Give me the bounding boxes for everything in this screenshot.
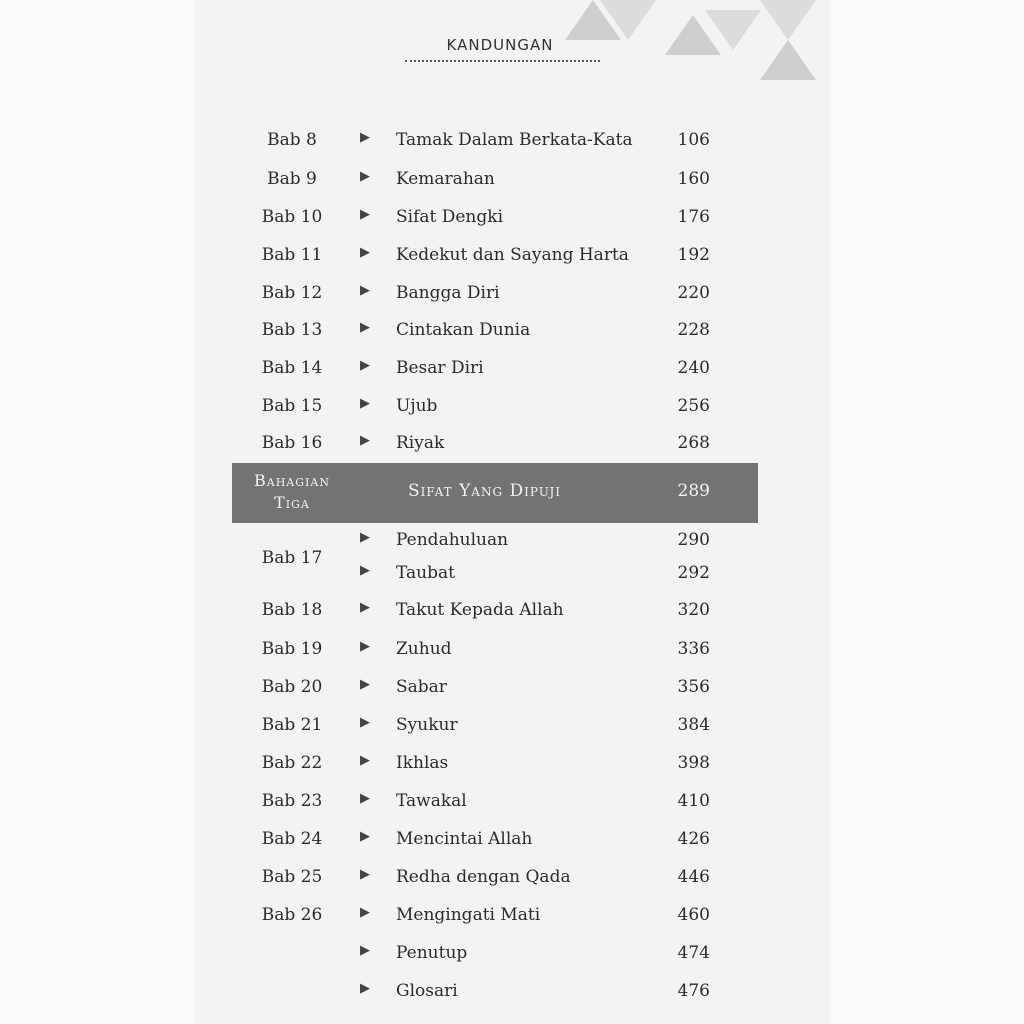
triangle-right-icon: ▶ [360, 639, 370, 654]
triangle-right-icon: ▶ [360, 867, 370, 882]
chapter-number: Bab 8 [267, 130, 317, 150]
toc-row[interactable] [232, 829, 758, 865]
toc-row[interactable] [232, 867, 758, 903]
page-number: 476 [677, 981, 710, 1001]
triangle-right-icon: ▶ [360, 563, 370, 578]
chapter-title: Besar Diri [396, 358, 484, 378]
toc-row[interactable] [232, 320, 758, 356]
page-number: 256 [677, 396, 710, 416]
toc-row[interactable] [232, 169, 758, 205]
chapter-title: Redha dengan Qada [396, 867, 571, 887]
chapter-number: Bab 9 [267, 169, 317, 189]
triangle-right-icon: ▶ [360, 715, 370, 730]
toc-row[interactable] [232, 530, 758, 566]
chapter-number: Bab 20 [261, 677, 323, 697]
chapter-title: Tawakal [396, 791, 467, 811]
page-number: 192 [677, 245, 710, 265]
page-number: 160 [677, 169, 710, 189]
section-label-line1: Bahagian [254, 471, 330, 490]
page-number: 410 [677, 791, 710, 811]
triangle-right-icon: ▶ [360, 943, 370, 958]
chapter-title: Mencintai Allah [396, 829, 533, 849]
chapter-title: Kedekut dan Sayang Harta [396, 245, 629, 265]
toc-row[interactable] [232, 600, 758, 636]
right-margin [830, 0, 1024, 1024]
chapter-number: Bab 23 [261, 791, 323, 811]
toc-row[interactable] [232, 396, 758, 432]
chapter-title: Bangga Diri [396, 283, 500, 303]
decor-triangle-icon [705, 10, 761, 50]
toc-row[interactable] [232, 563, 758, 599]
page-number: 106 [677, 130, 710, 150]
triangle-right-icon: ▶ [360, 677, 370, 692]
chapter-title: Takut Kepada Allah [396, 600, 564, 620]
triangle-right-icon: ▶ [360, 981, 370, 996]
page-title: KANDUNGAN [446, 36, 554, 54]
toc-row[interactable] [232, 639, 758, 675]
chapter-title: Riyak [396, 433, 445, 453]
toc-row[interactable] [232, 943, 758, 979]
chapter-title: Ikhlas [396, 753, 449, 773]
triangle-right-icon: ▶ [360, 358, 370, 373]
triangle-right-icon: ▶ [360, 433, 370, 448]
chapter-title: Penutup [396, 943, 468, 963]
triangle-right-icon: ▶ [360, 207, 370, 222]
decor-triangle-icon [760, 0, 816, 40]
chapter-title: Sabar [396, 677, 447, 697]
chapter-number: Bab 13 [261, 320, 323, 340]
toc-row[interactable] [232, 130, 758, 166]
chapter-title: Cintakan Dunia [396, 320, 531, 340]
chapter-number: Bab 15 [261, 396, 323, 416]
page-number: 228 [677, 320, 710, 340]
chapter-number: Bab 25 [261, 867, 323, 887]
toc-row[interactable] [232, 981, 758, 1017]
page-number: 290 [677, 530, 710, 550]
triangle-right-icon: ▶ [360, 791, 370, 806]
toc-row[interactable] [232, 715, 758, 751]
chapter-title: Pendahuluan [396, 530, 509, 550]
chapter-title: Mengingati Mati [396, 905, 541, 925]
triangle-right-icon: ▶ [360, 396, 370, 411]
toc-row[interactable] [232, 791, 758, 827]
section-banner[interactable] [232, 463, 758, 523]
section-label [232, 470, 352, 514]
triangle-right-icon: ▶ [360, 905, 370, 920]
page-number: 220 [677, 283, 710, 303]
section-title: Sifat Yang Dipuji [408, 481, 562, 501]
triangle-right-icon: ▶ [360, 530, 370, 545]
chapter-title: Zuhud [396, 639, 452, 659]
decor-triangle-icon [600, 0, 656, 40]
page-number: 268 [677, 433, 710, 453]
chapter-number: Bab 26 [261, 905, 323, 925]
page-number: 384 [677, 715, 710, 735]
chapter-number: Bab 14 [261, 358, 323, 378]
toc-row[interactable] [232, 753, 758, 789]
triangle-right-icon: ▶ [360, 753, 370, 768]
chapter-number: Bab 16 [261, 433, 323, 453]
title-underline [405, 60, 600, 62]
chapter-number: Bab 10 [261, 207, 323, 227]
chapter-number: Bab 11 [261, 245, 323, 265]
chapter-number: Bab 24 [261, 829, 323, 849]
page-number: 320 [677, 600, 710, 620]
chapter-number: Bab 12 [261, 283, 323, 303]
chapter-number: Bab 18 [261, 600, 323, 620]
chapter-title: Sifat Dengki [396, 207, 504, 227]
page-number: 446 [677, 867, 710, 887]
triangle-right-icon: ▶ [360, 130, 370, 145]
page-number: 474 [677, 943, 710, 963]
chapter-title: Kemarahan [396, 169, 495, 189]
triangle-right-icon: ▶ [360, 829, 370, 844]
chapter-title: Ujub [396, 396, 438, 416]
triangle-right-icon: ▶ [360, 283, 370, 298]
triangle-right-icon: ▶ [360, 245, 370, 260]
triangle-right-icon: ▶ [360, 169, 370, 184]
page-number: 176 [677, 207, 710, 227]
toc-row[interactable] [232, 245, 758, 281]
section-page-number: 289 [677, 481, 710, 501]
toc-row[interactable] [232, 905, 758, 941]
chapter-number: Bab 22 [261, 753, 323, 773]
triangle-right-icon: ▶ [360, 600, 370, 615]
decor-triangle-icon [760, 40, 816, 80]
section-label-line2: Tiga [274, 493, 310, 512]
page-number: 426 [677, 829, 710, 849]
page-number: 336 [677, 639, 710, 659]
chapter-number: Bab 21 [261, 715, 323, 735]
toc-row[interactable] [232, 677, 758, 713]
page-number: 292 [677, 563, 710, 583]
chapter-title: Glosari [396, 981, 458, 1001]
chapter-number: Bab 19 [261, 639, 323, 659]
toc-row[interactable] [232, 283, 758, 319]
chapter-title: Tamak Dalam Berkata-Kata [396, 130, 633, 150]
chapter-title: Taubat [396, 563, 455, 583]
triangle-right-icon: ▶ [360, 320, 370, 335]
chapter-number: Bab 17 [261, 548, 323, 568]
chapter-title: Syukur [396, 715, 458, 735]
page-number: 460 [677, 905, 710, 925]
toc-row[interactable] [232, 358, 758, 394]
page-number: 240 [677, 358, 710, 378]
page-number: 356 [677, 677, 710, 697]
toc-row[interactable] [232, 207, 758, 243]
left-margin [0, 0, 195, 1024]
page-number: 398 [677, 753, 710, 773]
